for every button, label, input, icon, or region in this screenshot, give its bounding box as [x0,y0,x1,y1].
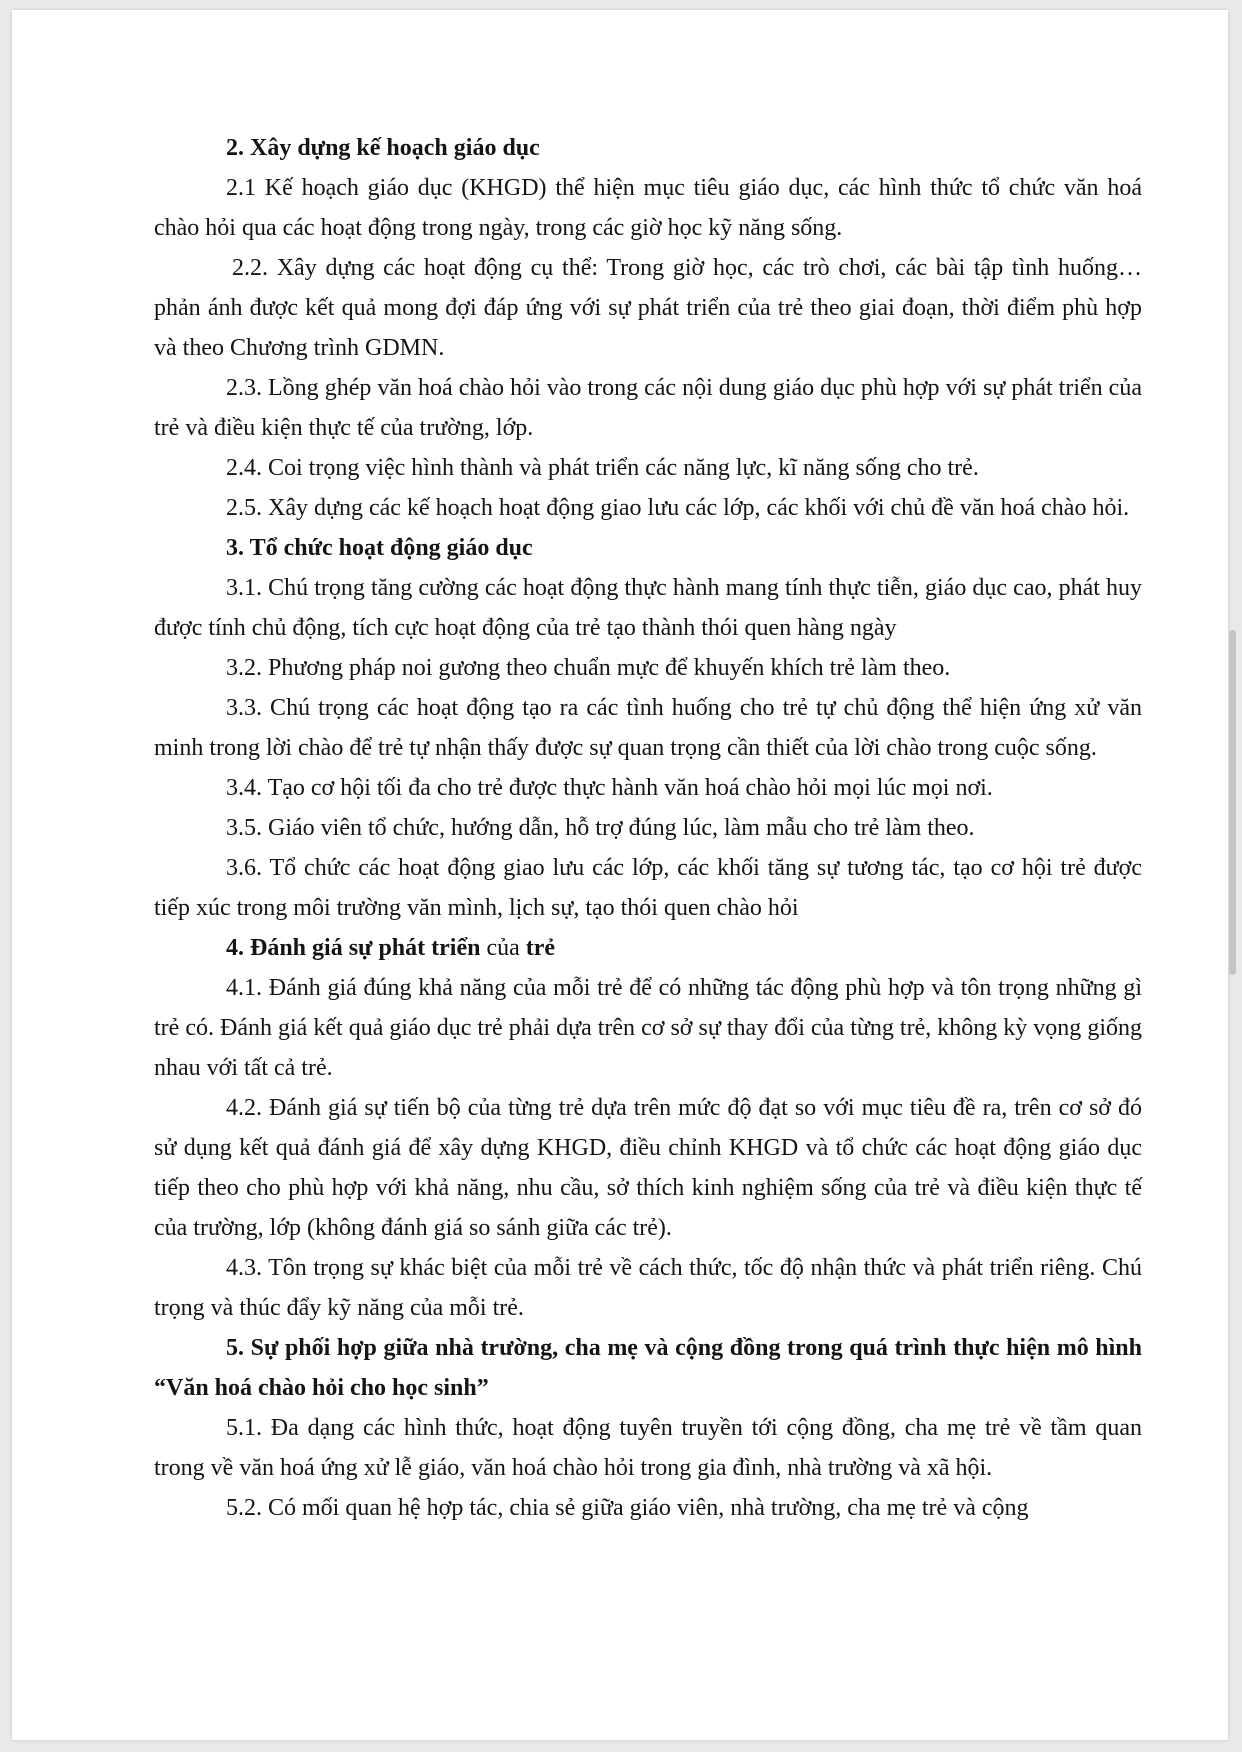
heading-section-4-normal: của [480,935,526,961]
paragraph-2-1: 2.1 Kế hoạch giáo dục (KHGD) thể hiện mục tiêu giáo dục, các hình thức tổ chức văn hoá chào hỏi qua các hoạt động trong ngày, trong các giờ học kỹ năng sống. [154,175,1142,241]
paragraph-2-5: 2.5. Xây dựng các kế hoạch hoạt động giao lưu các lớp, các khối với chủ đề văn hoá chào hỏi. [226,495,1130,521]
paragraph-3-2: 3.2. Phương pháp noi gương theo chuẩn mực để khuyến khích trẻ làm theo. [226,655,951,681]
paragraph-3-5: 3.5. Giáo viên tổ chức, hướng dẫn, hỗ trợ đúng lúc, làm mẫu cho trẻ làm theo. [226,815,975,841]
paragraph-4-1: 4.1. Đánh giá đúng khả năng của mỗi trẻ để có những tác động phù hợp và tôn trọng những gì trẻ có. Đánh giá kết quả giáo dục trẻ phải dựa trên cơ sở sự thay đổi của từng trẻ, không kỳ vọng giống nhau với tất cả trẻ. [154,975,1142,1081]
paragraph-3-6: 3.6. Tổ chức các hoạt động giao lưu các lớp, các khối tăng sự tương tác, tạo cơ hội trẻ được tiếp xúc trong môi trường văn mình, lịch sự, tạo thói quen chào hỏi [154,855,1142,921]
paragraph-2-2: 2.2. Xây dựng các hoạt động cụ thể: Trong giờ học, các trò chơi, các bài tập tình huống… phản ánh được kết quả mong đợi đáp ứng với sự phát triển của trẻ theo giai đoạn, thời điểm phù hợp và theo Chương trình GDMN. [154,255,1142,361]
paragraph-3-3: 3.3. Chú trọng các hoạt động tạo ra các tình huống cho trẻ tự chủ động thể hiện ứng xử văn minh trong lời chào để trẻ tự nhận thấy được sự quan trọng cần thiết của lời chào trong cuộc sống. [154,695,1142,761]
heading-section-4-bold: 4. Đánh giá sự phát triển [226,935,481,961]
paragraph-5-1: 5.1. Đa dạng các hình thức, hoạt động tuyên truyền tới cộng đồng, cha mẹ trẻ về tầm quan trong về văn hoá ứng xử lễ giáo, văn hoá chào hỏi trong gia đình, nhà trường và xã hội. [154,1415,1142,1481]
document-body [154,128,1142,1528]
heading-section-4 [154,928,1142,968]
paragraph-2-4: 2.4. Coi trọng việc hình thành và phát triển các năng lực, kĩ năng sống cho trẻ. [226,455,979,481]
paragraph-4-2: 4.2. Đánh giá sự tiến bộ của từng trẻ dựa trên mức độ đạt so với mục tiêu đề ra, trên cơ sở đó sử dụng kết quả đánh giá để xây dựng KHGD, điều chỉnh KHGD và tổ chức các hoạt động giáo dục tiếp theo cho phù hợp với khả năng, nhu cầu, sở thích kinh nghiệm sống của trẻ và điều kiện thực tế của trường, lớp (không đánh giá so sánh giữa các trẻ). [154,1095,1142,1241]
paragraph-3-1: 3.1. Chú trọng tăng cường các hoạt động thực hành mang tính thực tiễn, giáo dục cao, phát huy được tính chủ động, tích cực hoạt động của trẻ tạo thành thói quen hàng ngày [154,575,1142,641]
heading-section-4-bold-end: trẻ [525,935,556,961]
document-page [12,10,1228,1740]
paragraph-3-4: 3.4. Tạo cơ hội tối đa cho trẻ được thực hành văn hoá chào hỏi mọi lúc mọi nơi. [226,775,993,801]
paragraph-2-3: 2.3. Lồng ghép văn hoá chào hỏi vào trong các nội dung giáo dục phù hợp với sự phát triển của trẻ và điều kiện thực tế của trường, lớp. [154,375,1142,441]
heading-section-5: 5. Sự phối hợp giữa nhà trường, cha mẹ và cộng đồng trong quá trình thực hiện mô hình “Văn hoá chào hỏi cho học sinh” [154,1335,1142,1401]
vertical-scrollbar[interactable] [1229,630,1236,975]
heading-section-3: 3. Tổ chức hoạt động giáo dục [226,535,533,561]
paragraph-5-2: 5.2. Có mối quan hệ hợp tác, chia sẻ giữa giáo viên, nhà trường, cha mẹ trẻ và cộng [226,1495,1029,1521]
heading-section-2: 2. Xây dựng kế hoạch giáo dục [226,135,540,161]
paragraph-4-3: 4.3. Tôn trọng sự khác biệt của mỗi trẻ về cách thức, tốc độ nhận thức và phát triển riêng. Chú trọng và thúc đẩy kỹ năng của mỗi trẻ. [154,1255,1142,1321]
